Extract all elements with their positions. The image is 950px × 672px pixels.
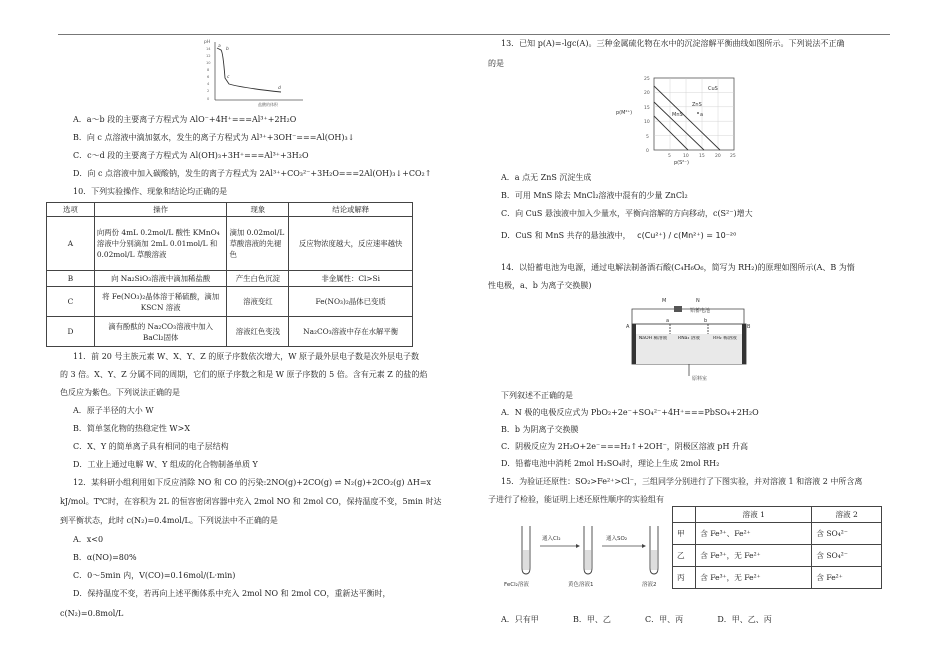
left-column xyxy=(60,38,460,622)
table-cell: C xyxy=(47,287,95,317)
q9-option-d: D．向 c 点溶液中加入碳酸钠，发生的离子方程式为 2Al³⁺+CO₃²⁻+3H₂O===2Al(OH)₃↓+CO₂↑ xyxy=(73,169,432,178)
label-cus: CuS xyxy=(708,86,718,92)
arrow-label-so2: 通入SO₂ xyxy=(606,536,628,542)
ph-tick: 4 xyxy=(207,82,210,86)
q15-option-c: C．甲、丙 xyxy=(645,615,684,624)
ph-point-c: c xyxy=(227,75,230,80)
table-row xyxy=(673,545,882,567)
q13-line: 13．已知 p(A)=-lgc(A)。三种金属硫化物在水中的沉淀溶解平衡曲线如图所示。下列说法不正确 xyxy=(501,39,845,48)
table-cell: 含 Fe²⁺ xyxy=(812,567,882,589)
table-cell: 产生白色沉淀 xyxy=(227,271,289,287)
chamber-rna2: RNa₂ 溶液 xyxy=(678,336,700,341)
ph-tick: 2 xyxy=(207,89,210,93)
ph-tick: 12 xyxy=(206,54,211,58)
q12-line: 12．某科研小组利用如下反应消除 NO 和 CO 的污染:2NO(g)+2CO(g) ⇌ N₂(g)+2CO₂(g) ΔH=x xyxy=(73,478,432,487)
q14-stem: 下列叙述不正确的是 xyxy=(501,391,573,400)
arrow-label-cl2: 通入Cl₂ xyxy=(542,536,561,542)
ph-ylabel: pH xyxy=(204,40,211,45)
table-row xyxy=(47,217,413,271)
q11-option-b: B．简单氢化物的热稳定性 W>X xyxy=(73,424,191,433)
q13-option-d-text: D．CuS 和 MnS 共存的悬浊液中， xyxy=(501,231,631,240)
q13-line: 的是 xyxy=(488,59,504,68)
table-cell: 含 Fe³⁺，无 Fe²⁺ xyxy=(696,567,812,589)
tick-x: 5 xyxy=(668,154,671,159)
q15-option-b: B．甲、乙 xyxy=(572,615,611,624)
q12-option-b: B．α(NO)=80% xyxy=(73,553,137,562)
label-n: N xyxy=(696,298,700,304)
tick-x: 15 xyxy=(699,154,705,159)
right-column xyxy=(488,38,888,626)
curve-zns xyxy=(654,102,704,150)
q10-col-conclusion: 结论或解释 xyxy=(289,203,413,217)
tick-x: 10 xyxy=(683,154,689,159)
table-cell: 滴有酚酞的 Na₂CO₃溶液中加入 BaCl₂固体 xyxy=(94,317,227,347)
table-cell: 甲 xyxy=(673,523,696,545)
tick-y: 20 xyxy=(644,91,650,96)
q13-chart-svg xyxy=(616,72,741,166)
table-cell: 溶液变红 xyxy=(227,287,289,317)
table-cell: 向 Na₂SiO₃溶液中滴加稀盐酸 xyxy=(94,271,227,287)
q9-options xyxy=(73,114,460,186)
electrode-b xyxy=(742,324,746,364)
tube-fecl2: FeCl₂溶液 xyxy=(504,582,529,588)
q10-col-option: 选项 xyxy=(47,203,95,217)
label-mns: MnS xyxy=(672,112,683,118)
table-cell: 含 SO₄²⁻ xyxy=(812,523,882,545)
table-cell: 溶液 2 xyxy=(812,507,882,523)
label-a-electrode: A xyxy=(626,324,630,330)
q12-block xyxy=(60,477,460,622)
q9-option-b: B．向 c 点溶液中滴加氨水，发生的离子方程式为 Al³⁺+3OH⁻===Al(OH)₃↓ xyxy=(73,133,355,142)
ph-curve-svg xyxy=(203,38,313,108)
table-cell: 含 Fe³⁺、Fe²⁺ xyxy=(696,523,812,545)
tick-y: 5 xyxy=(646,135,649,140)
table-cell: 溶液 1 xyxy=(696,507,812,523)
table-cell: 将 Fe(NO₃)₂晶体溶于稀硫酸，滴加 KSCN 溶液 xyxy=(94,287,227,317)
table-cell: 向两份 4mL 0.2mol/L 酸性 KMnO₄溶液中分别滴加 2mL 0.01mol/L 和 0.02mol/L 草酸溶液 xyxy=(94,217,227,271)
q14-options xyxy=(488,390,888,508)
tick-y: 25 xyxy=(644,77,650,82)
ph-point-d: d xyxy=(278,86,281,91)
label-membrane-a: a xyxy=(666,318,670,324)
tick-x: 25 xyxy=(730,154,736,159)
ph-tick: 6 xyxy=(207,75,210,79)
table-cell: 丙 xyxy=(673,567,696,589)
q10-table xyxy=(46,202,413,347)
q14-line: 14．以铅蓄电池为电源，通过电解法制备酒石酸(C₄H₆O₆，简写为 RH₂)的原理如图所示(A、B 为惰 xyxy=(501,263,855,272)
q12-option-d: D．保持温度不变，若再向上述平衡体系中充入 2mol NO 和 2mol CO，重新达平衡时， xyxy=(73,589,391,598)
q15-options xyxy=(501,614,888,626)
curve-cus xyxy=(654,86,720,150)
table-cell: 乙 xyxy=(673,545,696,567)
label-point-a: a xyxy=(700,112,704,118)
q14-option-c: C．阴极反应为 2H₂O+2e⁻===H₂↑+2OH⁻，阴极区溶液 pH 升高 xyxy=(501,442,748,451)
q9-option-a: A．a～b 段的主要离子方程式为 AlO⁻+4H⁺===Al³⁺+2H₂O xyxy=(73,115,297,124)
label-membrane-b: b xyxy=(704,318,708,324)
table-row xyxy=(673,507,882,523)
chamber-naoh: NaOH 稀溶液 xyxy=(638,336,668,341)
q13-options xyxy=(501,172,888,256)
q11-block xyxy=(60,351,460,477)
table-cell: 非金属性：Cl>Si xyxy=(289,271,413,287)
q15-option-a: A．只有甲 xyxy=(501,615,539,624)
ph-point-b: b xyxy=(226,47,229,52)
q10-stem: 10．下列实验操作、现象和结论均正确的是 xyxy=(73,187,228,196)
ph-tick: 14 xyxy=(206,47,211,51)
table-cell xyxy=(673,507,696,523)
q12-option-c: C．0～5min 内，V(CO)=0.16mol/(L·min) xyxy=(73,571,236,580)
y-axis-label: p(M²⁺) xyxy=(616,110,633,116)
label-b-electrode: B xyxy=(747,324,751,330)
ph-tick: 0 xyxy=(207,97,210,101)
tick-y: 15 xyxy=(644,106,650,111)
q11-option-a: A．原子半径的大小 W xyxy=(73,406,154,415)
table-cell: 溶液红色变浅 xyxy=(227,317,289,347)
tick-x: 20 xyxy=(715,154,721,159)
ph-curve xyxy=(217,48,281,92)
label-m: M xyxy=(662,298,667,304)
q13-ratio-formula: c(Cu²⁺) / c(Mn²⁺) = 10⁻²⁰ xyxy=(637,231,737,240)
q13-option-a: A．a 点无 ZnS 沉淀生成 xyxy=(501,173,592,182)
tube-yellow-solution: 黄色溶液1 xyxy=(568,582,594,588)
q10-col-phenomenon: 现象 xyxy=(227,203,289,217)
table-row xyxy=(47,317,413,347)
q14-option-d: D．铅蓄电池中消耗 2mol H₂SO₄时，理论上生成 2mol RH₂ xyxy=(501,459,720,468)
label-zns: ZnS xyxy=(692,102,702,108)
q15-line: 子进行了检验，能证明上述还原性顺序的实验组有 xyxy=(488,495,664,504)
raw-material-room: 原料室 xyxy=(692,376,708,382)
ph-tick: 8 xyxy=(207,68,210,72)
q10-col-operation: 操作 xyxy=(94,203,227,217)
table-row xyxy=(47,271,413,287)
header-rule xyxy=(58,34,890,35)
battery-label: 铅蓄电池 xyxy=(690,308,711,314)
q14-line: 性电极，a、b 为离子交换膜) xyxy=(488,281,592,290)
q12-option-a: A．x<0 xyxy=(73,535,104,544)
q15-line: 15．为验证还原性：SO₂>Fe²⁺>Cl⁻，三组同学分别进行了下图实验，并对溶液 1 和溶液 2 中所含离 xyxy=(501,477,863,486)
table-cell: 含 SO₄²⁻ xyxy=(812,545,882,567)
q9-option-c: C．c～d 段的主要离子方程式为 Al(OH)₃+3H⁺===Al³⁺+3H₂O xyxy=(73,151,309,160)
q11-line: 色反应为紫色。下列说法正确的是 xyxy=(60,388,180,397)
q13-option-b: B．可用 MnS 除去 MnCl₂溶液中混有的少量 ZnCl₂ xyxy=(501,191,688,200)
table-cell: 含 Fe³⁺，无 Fe²⁺ xyxy=(696,545,812,567)
q15-tubes-svg xyxy=(502,516,677,591)
table-cell: A xyxy=(47,217,95,271)
table-cell: D xyxy=(47,317,95,347)
q10-table-header xyxy=(47,203,413,217)
q15-option-d: D．甲、乙、丙 xyxy=(717,615,772,624)
electrode-a xyxy=(632,324,636,364)
q14-option-a: A．N 极的电极反应式为 PbO₂+2e⁻+SO₄²⁻+4H⁺===PbSO₄+2H₂O xyxy=(501,408,759,417)
table-cell: B xyxy=(47,271,95,287)
ph-curve-figure xyxy=(203,38,460,108)
q14-figure xyxy=(626,294,888,386)
q14-option-b: B．b 为阴离子交换膜 xyxy=(501,425,579,434)
q13-option-c: C．向 CuS 悬浊液中加入少量水，平衡向溶解的方向移动，c(S²⁻)增大 xyxy=(501,209,753,218)
q12-tail: c(N₂)=0.8mol/L xyxy=(60,609,124,618)
q15-table xyxy=(672,506,882,589)
ph-point-a: a xyxy=(218,44,221,49)
table-cell: 滴加 0.02mol/L 草酸溶液的先褪色 xyxy=(227,217,289,271)
table-row xyxy=(673,523,882,545)
q11-line: 的 3 倍。X、Y、Z 分属不同的周期，它们的原子序数之和是 W 原子序数的 5 倍。含有元素 Z 的盐的焰 xyxy=(60,370,428,379)
q11-line: 11．前 20 号主族元素 W、X、Y、Z 的原子序数依次增大，W 原子最外层电子数是次外层电子数 xyxy=(73,352,420,361)
table-row xyxy=(673,567,882,589)
q13-figure xyxy=(616,72,888,166)
table-cell: 反应物浓度越大，反应速率越快 xyxy=(289,217,413,271)
tick-y: 10 xyxy=(644,120,650,125)
table-cell: Fe(NO₃)₂晶体已变质 xyxy=(289,287,413,317)
q13-option-d xyxy=(501,230,888,256)
ph-xlabel: 盐酸的体积 xyxy=(258,102,278,107)
q12-line: kJ/mol。T℃时，在容积为 2L 的恒容密闭容器中充入 2mol NO 和 2mol CO，保持温度不变，5min 时达 xyxy=(60,497,442,506)
q11-option-c: C．X、Y 的简单离子具有相同的电子层结构 xyxy=(73,442,229,451)
q11-option-d: D．工业上通过电解 W、Y 组成的化合物制备单质 Y xyxy=(73,460,258,469)
q14-cell-svg xyxy=(626,294,756,386)
tube-solution-2: 溶液2 xyxy=(642,582,657,588)
q15-figure-and-table xyxy=(488,508,888,594)
table-row xyxy=(47,287,413,317)
chamber-rh2: RH₂ 稀溶液 xyxy=(713,336,737,341)
x-axis-label: p(S²⁻) xyxy=(674,160,689,166)
table-cell: Na₂CO₃溶液中存在水解平衡 xyxy=(289,317,413,347)
ph-tick: 10 xyxy=(206,61,211,65)
q12-line: 到平衡状态，此时 c(N₂)=0.4mol/L。下列说法中不正确的是 xyxy=(60,516,278,525)
tick-y: 0 xyxy=(646,149,649,154)
